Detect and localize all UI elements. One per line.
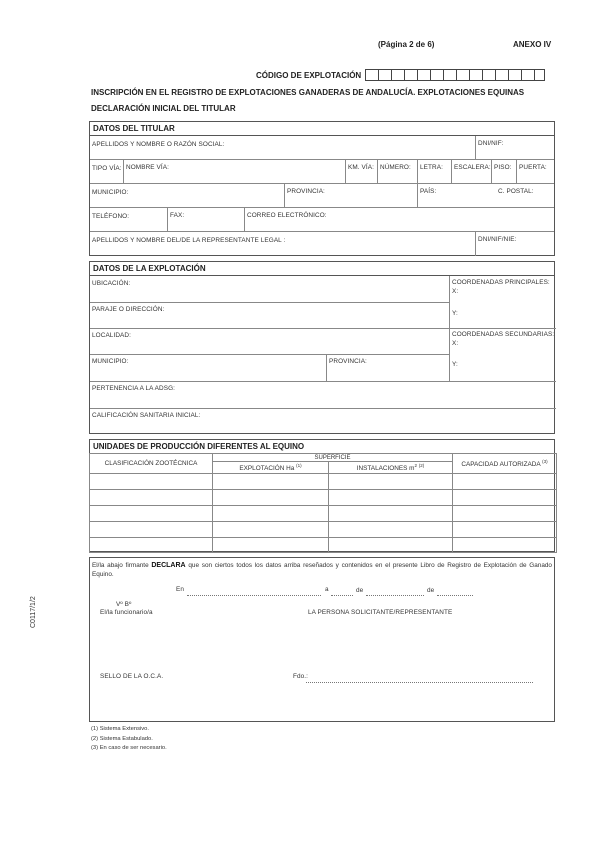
footnote-3: (3) En caso de ser necesario. — [91, 745, 167, 751]
form-title: INSCRIPCIÓN EN EL REGISTRO DE EXPLOTACIONES GANADERAS DE ANDALUCÍA. EXPLOTACIONES EQUINAS — [91, 88, 525, 97]
explotacion-section — [89, 261, 555, 434]
label-municipio: MUNICIPIO: — [92, 189, 129, 196]
form-subtitle: DECLARACIÓN INICIAL DEL TITULAR — [91, 104, 236, 113]
label-x2: X: — [452, 340, 459, 347]
label-telefono: TELÉFONO: — [92, 213, 130, 220]
field-escalera[interactable] — [451, 160, 491, 183]
day-field[interactable] — [331, 595, 353, 596]
label-cpostal: C. POSTAL: — [498, 188, 534, 195]
code-label: CÓDIGO DE EXPLOTACIÓN — [256, 71, 362, 80]
label-en: En — [176, 586, 185, 593]
label-km-via: KM. VÍA: — [348, 164, 375, 171]
label-y1: Y: — [452, 310, 458, 317]
explotacion-section-title: DATOS DE LA EXPLOTACIÓN — [90, 262, 554, 276]
col-capacidad: CAPACIDAD AUTORIZADA $^{(3)}$ — [453, 454, 557, 474]
label-coord-secundarias: COORDENADAS SECUNDARIAS: — [452, 331, 555, 338]
label-de2: de — [427, 587, 435, 594]
field-cpostal[interactable] — [494, 184, 554, 207]
label-adsg: PERTENENCIA A LA ADSG: — [92, 385, 176, 392]
field-correo[interactable] — [244, 208, 554, 231]
label-paraje: PARAJE O DIRECCIÓN: — [92, 306, 165, 313]
label-sello: SELLO DE LA O.C.A. — [100, 673, 164, 680]
label-numero: NÚMERO: — [380, 164, 411, 171]
col-instalaciones: INSTALACIONES $m^2$ $^{(2)}$ — [329, 462, 453, 474]
label-funcionario: El/la funcionario/a — [100, 609, 153, 616]
explotation-code-input[interactable] — [365, 69, 545, 81]
label-x1: X: — [452, 288, 459, 295]
unidades-table — [89, 453, 557, 553]
col-clasificacion: CLASIFICACIÓN ZOOTÉCNICA — [90, 454, 213, 474]
label-letra: LETRA: — [420, 164, 443, 171]
side-form-code: C0117/1/2 — [30, 596, 37, 628]
field-letra[interactable] — [417, 160, 451, 183]
label-puerta: PUERTA: — [519, 164, 547, 171]
label-dni-representante: DNI/NIF/NIE: — [478, 236, 517, 243]
signature-field[interactable] — [306, 682, 533, 683]
label-nombre-via: NOMBRE VÍA: — [126, 164, 170, 171]
label-provincia-explotacion: PROVINCIA: — [329, 358, 367, 365]
declaracion-section — [89, 557, 555, 722]
titular-section-title: DATOS DEL TITULAR — [90, 122, 554, 136]
field-dni-representante[interactable] — [475, 232, 554, 256]
titular-section — [89, 121, 555, 256]
col-superficie: SUPERFICIE — [213, 454, 453, 462]
page-indicator: (Página 2 de 6) — [378, 40, 435, 49]
label-municipio-explotacion: MUNICIPIO: — [92, 358, 129, 365]
label-tipo-via: TIPO VÍA: — [92, 165, 122, 172]
table-row[interactable] — [90, 474, 557, 490]
unidades-section — [89, 439, 555, 552]
footnote-2: (2) Sistema Estabulado. — [91, 736, 153, 742]
label-representante: APELLIDOS Y NOMBRE DEL/DE LA REPRESENTANTE LEGAL : — [92, 237, 286, 244]
field-km-via[interactable] — [345, 160, 377, 183]
label-de1: de — [356, 587, 364, 594]
field-dni[interactable] — [475, 136, 554, 159]
label-piso: PISO: — [494, 164, 512, 171]
label-provincia: PROVINCIA: — [287, 188, 325, 195]
field-provincia[interactable] — [284, 184, 417, 207]
label-apellidos: APELLIDOS Y NOMBRE O RAZÓN SOCIAL: — [92, 141, 225, 148]
declaration-text: El/la abajo firmante DECLARA que son ciertos todos los datos arriba reseñados y contenidos en el presente Libro de Registro de Explotación de Ganado Equino. — [92, 562, 552, 578]
label-calificacion: CALIFICACIÓN SANITARIA INICIAL: — [92, 412, 201, 419]
month-field[interactable] — [366, 595, 424, 596]
table-row[interactable] — [90, 506, 557, 522]
label-solicitante: LA PERSONA SOLICITANTE/REPRESENTANTE — [308, 609, 453, 616]
label-y2: Y: — [452, 361, 458, 368]
label-vobo: Vº Bº — [116, 601, 132, 608]
label-a: a — [325, 586, 329, 593]
field-pais[interactable] — [417, 184, 494, 207]
label-coord-principales: COORDENADAS PRINCIPALES: — [452, 279, 550, 286]
field-nombre-via[interactable] — [123, 160, 345, 183]
label-dni: DNI/NIF: — [478, 140, 504, 147]
label-correo: CORREO ELECTRÓNICO: — [247, 212, 327, 219]
place-field[interactable] — [187, 595, 321, 596]
table-row[interactable] — [90, 538, 557, 553]
table-row[interactable] — [90, 522, 557, 538]
label-pais: PAÍS: — [420, 188, 437, 195]
table-row[interactable] — [90, 490, 557, 506]
label-localidad: LOCALIDAD: — [92, 332, 132, 339]
label-ubicacion: UBICACIÓN: — [92, 280, 131, 287]
field-numero[interactable] — [377, 160, 417, 183]
col-explotacion-ha: EXPLOTACIÓN Ha $^{(1)}$ — [213, 462, 329, 474]
field-fax[interactable] — [167, 208, 244, 231]
label-fdo: Fdo.: — [293, 673, 309, 680]
year-field[interactable] — [437, 595, 473, 596]
unidades-section-title: UNIDADES DE PRODUCCIÓN DIFERENTES AL EQUINO — [90, 440, 554, 454]
label-escalera: ESCALERA: — [454, 164, 491, 171]
footnote-1: (1) Sistema Extensivo. — [91, 726, 149, 732]
annex-label: ANEXO IV — [513, 40, 552, 49]
field-puerta[interactable] — [516, 160, 554, 183]
field-piso[interactable] — [491, 160, 516, 183]
label-fax: FAX: — [170, 212, 185, 219]
